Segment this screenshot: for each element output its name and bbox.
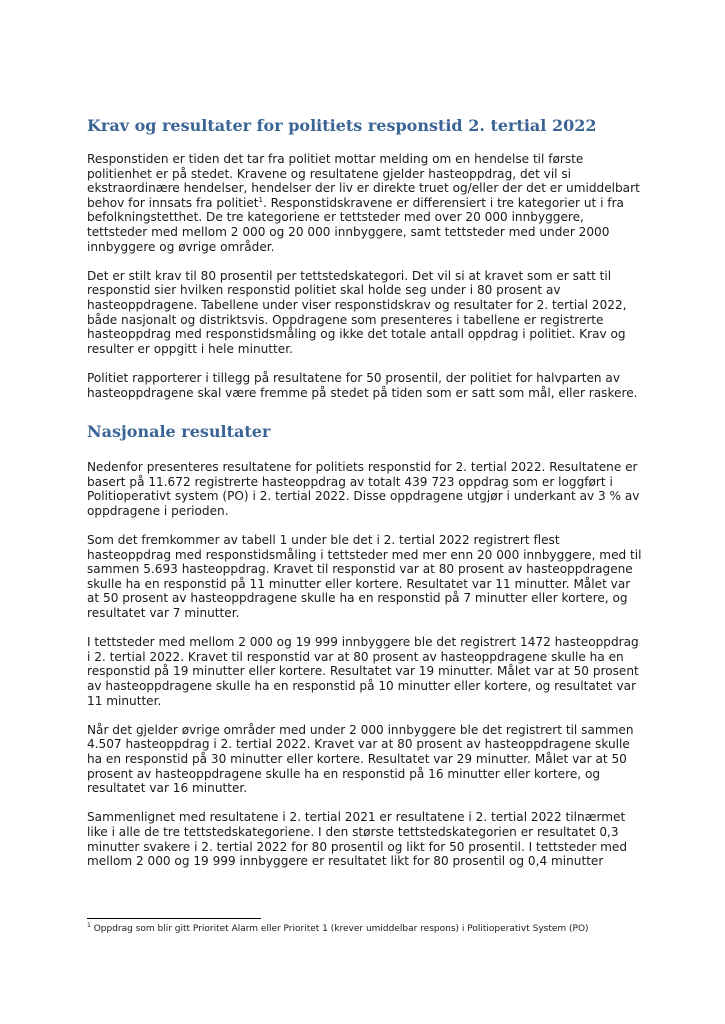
footnote — [87, 924, 647, 935]
footnote-separator — [87, 918, 261, 919]
footnote-text: Oppdrag som blir gitt Prioritet Alarm eller Prioritet 1 (krever umiddelbar respons) i Politioperativt System (PO) — [90, 924, 589, 934]
footnote-marker: 1 — [87, 922, 91, 929]
paragraph-nasjonale-intro: Nedenfor presenteres resultatene for politiets responstid for 2. tertial 2022. Resultatene er basert på 11.672 registrerte hasteoppdrag av totalt 439 723 oppdrag som er loggført i Politioperativt system (PO) i 2. tertial 2022. Disse oppdragene utgjør i underkant av 3 % av oppdragene i perioden. — [87, 460, 640, 518]
paragraph-under-2000: Når det gjelder øvrige områder med under 2 000 innbyggere ble det registrert til sammen 4.507 hasteoppdrag i 2. tertial 2022. Kravet var at 80 prosent av hasteoppdragene skulle ha en responstid på 30 minutter eller kortere. Resultatet var 29 minutter. Målet var at 50 prosent av hasteoppdragene skulle ha en responstid på 16 minutter eller kortere, og resultatet var 16 minutter. — [87, 722, 634, 796]
paragraph-text: Responstiden er tiden det tar fra politiet mottar melding om en hendelse til første politienhet er på stedet. Kravene og resultatene gjelder hasteoppdrag, det vil si ekstraordinære hendelser, hendelser der liv er direkte truet og/eller der det er umiddelbart behov for innsats fra politiet — [87, 152, 640, 210]
paragraph-prosentil-krav: Det er stilt krav til 80 prosentil per tettstedskategori. Det vil si at kravet som er satt til responstid sier hvilken responstid politiet skal holde seg under i 80 prosent av hasteoppdragene. Tabellene under viser responstidskrav og resultater for 2. tertial 2022, både nasjonalt og distriktsvis. Oppdragene som presenteres i tabellene er registrerte hasteoppdrag med responstidsmåling og ikke det totale antall oppdrag i politiet. Krav og resulter er oppgitt i hele minutter. — [87, 268, 627, 356]
paragraph-over-20000: Som det fremkommer av tabell 1 under ble det i 2. tertial 2022 registrert flest hasteoppdrag med responstidsmåling i tettsteder med mer enn 20 000 innbyggere, med til sammen 5.693 hasteoppdrag. Kravet til responstid var at 80 prosent av hasteoppdragene skulle ha en responstid på 11 minutter eller kortere. Resultatet var 11 minutter. Målet var at 50 prosent av hasteoppdragene skulle ha en responstid på 7 minutter eller kortere, og resultatet var 7 minutter. — [87, 533, 642, 621]
section-heading-nasjonale-resultater: Nasjonale resultater — [87, 422, 271, 442]
paragraph-responstid-definition — [87, 152, 643, 254]
section-heading-krav-og-resultater: Krav og resultater for politiets responstid 2. tertial 2022 — [87, 116, 597, 135]
footnote-reference: 1 — [258, 195, 263, 204]
paragraph-text: . Responstidskravene er differensiert i tre kategorier ut i fra befolkningstetthet. De tre kategoriene er tettsteder med over 20 000 innbyggere, tettsteder med mellom 2 000 og 20 000 innbyggere, samt tettsteder med under 2000 innbyggere og øvrige områder. — [87, 195, 624, 254]
paragraph-2000-19999: I tettsteder med mellom 2 000 og 19 999 innbyggere ble det registrert 1472 hasteoppdrag i 2. tertial 2022. Kravet til responstid var at 80 prosent av hasteoppdragene skulle ha en responstid på 19 minutter eller kortere. Resultatet var 19 minutter. Målet var at 50 prosent av hasteoppdragene skulle ha en responstid på 10 minutter eller kortere, og resultatet var 11 minutter. — [87, 635, 639, 708]
paragraph-sammenligning: Sammenlignet med resultatene i 2. tertial 2021 er resultatene i 2. tertial 2022 tilnærmet like i alle de tre tettstedskategoriene. I den største tettstedskategorien er resultatet 0,3 minutter svakere i 2. tertial 2022 for 80 prosentil og likt for 50 prosentil. I tettsteder med mellom 2 000 og 19 999 innbyggere er resultatet likt for 80 prosentil og 0,4 minutter — [87, 810, 628, 869]
paragraph-50-prosentil: Politiet rapporterer i tillegg på resultatene for 50 prosentil, der politiet for halvparten av hasteoppdragene skal være fremme på stedet på tiden som er satt som mål, eller raskere. — [87, 370, 638, 400]
page-content — [87, 116, 643, 883]
